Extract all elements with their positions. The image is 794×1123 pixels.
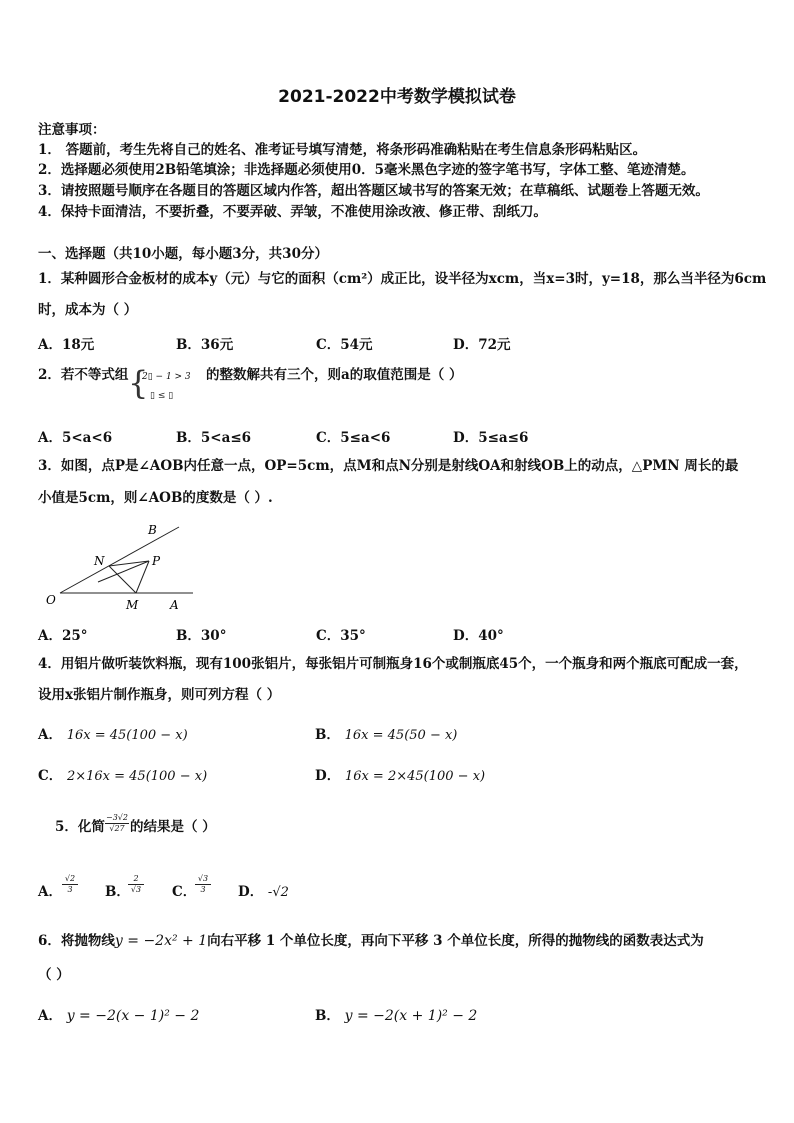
q4-option-c: [38, 764, 207, 784]
q5-denominator: √27: [109, 824, 125, 833]
q4-option-d: [315, 764, 485, 784]
q2-brace: {: [128, 364, 149, 402]
q2-inequality-system: [128, 364, 206, 406]
q5-option-a-fraction: [62, 874, 78, 895]
q6-option-b-expr: y = −2(x + 1)² − 2: [344, 1008, 478, 1024]
label-a: A: [170, 598, 179, 612]
q5-option-b-den: √3: [130, 885, 142, 894]
q2-system-bottom: ▯ ≤ ▯: [150, 391, 174, 401]
q6-option-a-letter: A．: [38, 1008, 62, 1024]
q2-option-b: B．5<a≤6: [176, 430, 252, 446]
q2-option-d: D．5≤a≤6: [453, 430, 529, 446]
q1-stem-line2: 时，成本为（ ）: [38, 302, 138, 318]
q5-option-a-num: √2: [64, 874, 76, 883]
notice-item-1: 1． 答题前，考生先将自己的姓名、准考证号填写清楚，将条形码准确粘贴在考生信息条形码粘贴区。: [38, 142, 647, 158]
q4-option-b: [315, 723, 457, 743]
q1-option-a: A．18元: [38, 337, 95, 353]
q6-stem-expr: y = −2x² + 1: [114, 933, 208, 949]
q4-option-a-expr: 16x = 45(100 − x): [66, 728, 188, 743]
notice-heading: 注意事项：: [38, 122, 106, 138]
q1-option-b: B．36元: [176, 337, 234, 353]
q5-stem-prefix: 5．化简: [55, 819, 105, 835]
q1-option-c: C．54元: [316, 337, 373, 353]
q5-option-c-den: 3: [200, 885, 206, 894]
segment-nm: [109, 566, 136, 593]
q3-option-d: D．40°: [453, 628, 504, 644]
q5-option-c-letter: C．: [172, 884, 197, 900]
q2-stem-suffix: 的整数解共有三个，则a的取值范围是（ ）: [206, 367, 463, 383]
q3-stem-line1: 3．如图，点P是∠AOB内任意一点，OP=5cm，点M和点N分别是射线OA和射线OB上的动点，△PMN 周长的最: [38, 458, 739, 474]
q5-option-b-fraction: [128, 874, 144, 895]
q5-option-c: [172, 880, 196, 900]
q2-stem-prefix: 2．若不等式组: [38, 367, 129, 383]
q2-option-a: A．5<a<6: [38, 430, 113, 446]
label-n: N: [94, 554, 105, 568]
q6-stem-suffix: 向右平移 1 个单位长度，再向下平移 3 个单位长度，所得的抛物线的函数表达式为: [207, 933, 704, 949]
q4-option-d-letter: D．: [315, 768, 341, 784]
q2-option-c: C．5≤a<6: [316, 430, 391, 446]
notice-item-3: 3．请按照题号顺序在各题目的答题区域内作答，超出答题区域书写的答案无效；在草稿纸、试题卷上答题无效。: [38, 183, 709, 199]
label-m: M: [126, 598, 139, 612]
section-heading: 一、选择题（共10小题，每小题3分，共30分）: [38, 246, 328, 262]
q3-stem-line2: 小值是5cm，则∠AOB的度数是（ ）.: [38, 490, 273, 506]
q5-option-a: [38, 880, 62, 900]
q5-option-a-letter: A．: [38, 884, 62, 900]
ray-ob: [60, 527, 179, 593]
q3-option-a: A．25°: [38, 628, 88, 644]
label-o: O: [46, 593, 56, 607]
q5-option-d-expr: -√2: [267, 885, 289, 900]
q5-fraction: [104, 813, 130, 834]
q6-stem-prefix: 6．将抛物线: [38, 933, 115, 949]
q3-angle-figure: [40, 518, 200, 616]
q3-option-b: B．30°: [176, 628, 227, 644]
q5-option-b: [105, 880, 130, 900]
q5-option-d-letter: D．: [238, 884, 264, 900]
q4-option-a-letter: A．: [38, 727, 62, 743]
q5-option-c-fraction: [195, 874, 211, 895]
q4-option-c-letter: C．: [38, 768, 63, 784]
q5-option-a-den: 3: [67, 885, 73, 894]
q6-option-b: [315, 1004, 477, 1024]
q4-stem-line1: 4．用铝片做听装饮料瓶，现有100张铝片，每张铝片可制瓶身16个或制瓶底45个，一个瓶身和两个瓶底可配成一套，: [38, 656, 748, 672]
q5-option-d: [238, 880, 289, 900]
q4-option-b-expr: 16x = 45(50 − x): [344, 728, 458, 743]
q5-option-c-num: √3: [197, 874, 209, 883]
notice-item-4: 4．保持卡面清洁，不要折叠，不要弄破、弄皱，不准使用涂改液、修正带、刮纸刀。: [38, 204, 547, 220]
q6-stem-line2: （ ）: [38, 967, 70, 983]
q1-option-d: D．72元: [453, 337, 511, 353]
q6-option-b-letter: B．: [315, 1008, 340, 1024]
q3-option-c: C．35°: [316, 628, 366, 644]
q6-option-a-expr: y = −2(x − 1)² − 2: [66, 1008, 200, 1024]
label-p: P: [152, 554, 161, 568]
q2-system-top: 2▯ − 1 > 3: [142, 372, 191, 382]
q5-stem-suffix: 的结果是（ ）: [130, 819, 216, 835]
q5-numerator: −3√2: [106, 813, 128, 822]
q4-option-d-expr: 16x = 2×45(100 − x): [344, 769, 486, 784]
q4-option-c-expr: 2×16x = 45(100 − x): [66, 769, 208, 784]
q5-option-b-letter: B．: [105, 884, 130, 900]
q6-option-a: [38, 1004, 199, 1024]
q5-option-b-num: 2: [133, 874, 139, 883]
q4-stem-line2: 设用x张铝片制作瓶身，则可列方程（ ）: [38, 687, 281, 703]
page-title: 2021-2022中考数学模拟试卷: [278, 87, 516, 107]
q4-option-a: [38, 723, 188, 743]
q1-stem-line1: 1．某种圆形合金板材的成本y（元）与它的面积（cm²）成正比，设半径为xcm，当x=3时，y=18，那么当半径为6cm: [38, 271, 767, 287]
q6-stem: [38, 932, 704, 950]
label-b: B: [148, 523, 157, 537]
q4-option-b-letter: B．: [315, 727, 340, 743]
notice-item-2: 2．选择题必须使用2B铅笔填涂；非选择题必须使用0．5毫米黑色字迹的签字笔书写，字体工整、笔迹清楚。: [38, 162, 695, 178]
